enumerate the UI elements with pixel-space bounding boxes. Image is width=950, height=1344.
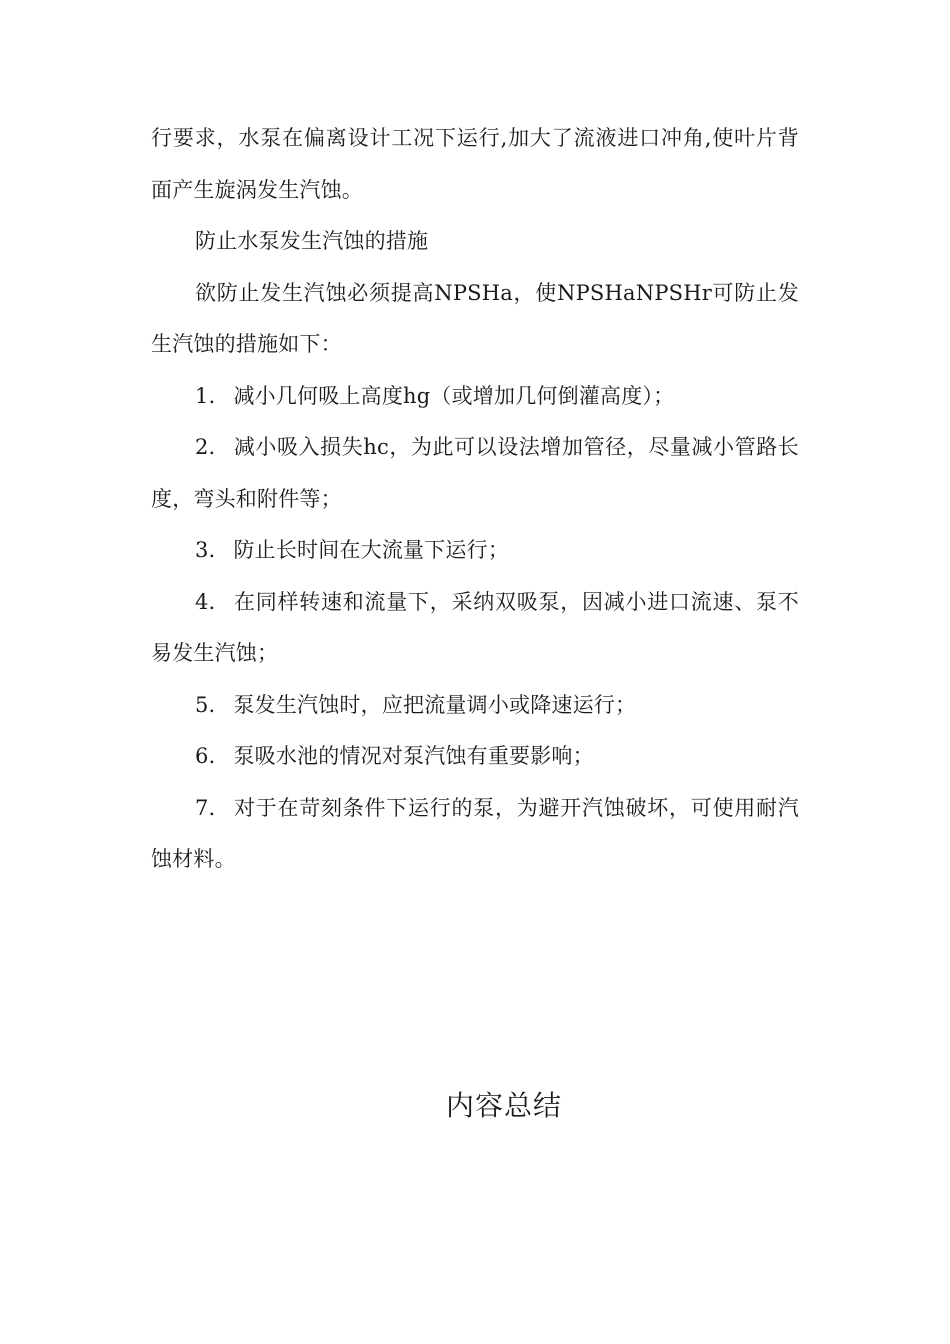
list-item [151, 577, 799, 680]
list-item-text: 在同样转速和流量下，采纳双吸泵，因减小进口流速、泵不易发生汽蚀； [151, 589, 799, 665]
list-number: 2. [195, 435, 216, 459]
paragraph-intro [151, 268, 799, 371]
list-number: 7. [195, 795, 216, 820]
list-item-text: 泵吸水池的情况对泵汽蚀有重要影响； [233, 744, 594, 768]
paragraph-text: 防止水泵发生汽蚀的措施 [195, 229, 429, 253]
body-text [151, 113, 799, 886]
list-item-text: 减小吸入损失hc，为此可以设法增加管径，尽量减小管路长度，弯头和附件等； [151, 435, 799, 511]
list-item [151, 525, 799, 577]
paragraph-text: 行要求，水泵在偏离设计工况下运行,加大了流液进口冲角,使叶片背面产生旋涡发生汽蚀。 [151, 126, 799, 202]
list-item [151, 680, 799, 732]
section-title: 内容总结 [445, 1089, 562, 1122]
list-item [151, 422, 799, 525]
list-number: 3. [195, 538, 216, 562]
list-item [151, 731, 799, 783]
list-item-text: 减小几何吸上高度hg（或增加几何倒灌高度）； [233, 383, 675, 408]
list-item [151, 783, 799, 886]
paragraph-continuation [151, 113, 799, 216]
list-item-text: 对于在苛刻条件下运行的泵，为避开汽蚀破坏，可使用耐汽蚀材料。 [151, 795, 799, 871]
paragraph-text: 欲防止发生汽蚀必须提高NPSHa，使NPSHaNPSHr可防止发生汽蚀的措施如下： [151, 280, 799, 356]
paragraph-heading [151, 216, 799, 268]
list-number: 1. [195, 383, 216, 408]
list-number: 4. [195, 589, 216, 614]
list-item-text: 防止长时间在大流量下运行； [233, 538, 510, 562]
list-item [151, 371, 799, 423]
list-number: 5. [195, 692, 216, 717]
list-item-text: 泵发生汽蚀时，应把流量调小或降速运行； [233, 692, 637, 717]
list-number: 6. [195, 744, 216, 768]
